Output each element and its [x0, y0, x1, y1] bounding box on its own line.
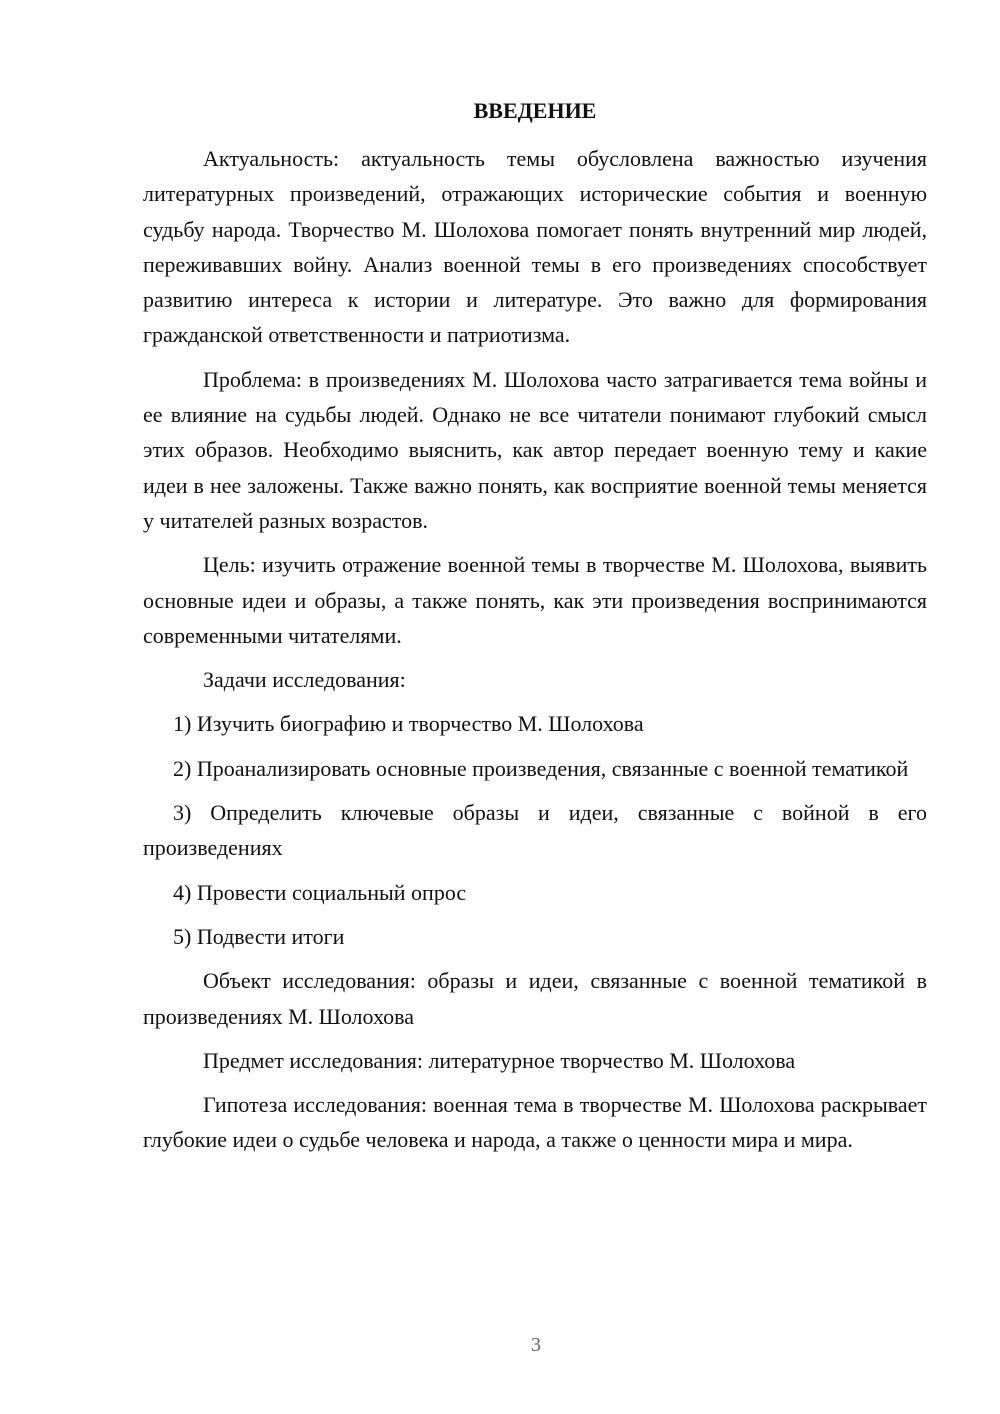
task-item-4: 4) Провести социальный опрос: [173, 879, 467, 905]
page-number: 3: [531, 1334, 541, 1356]
page-title: ВВЕДЕНИЕ: [473, 98, 597, 123]
paragraph-goal: Цель: изучить отражение военной темы в творчестве М. Шолохова, выявить основные идеи и образы, а также понять, как эти произведения воспринимаются современными читателями.: [143, 552, 927, 648]
task-item-1: 1) Изучить биографию и творчество М. Шолохова: [173, 711, 644, 737]
task-item-3: 3) Определить ключевые образы и идеи, связанные с войной в его произведениях: [143, 800, 927, 861]
tasks-heading: Задачи исследования:: [203, 667, 406, 693]
paragraph-object: Объект исследования: образы и идеи, связанные с военной тематикой в произведениях М. Шолохова: [143, 968, 927, 1029]
paragraph-subject: Предмет исследования: литературное творчество М. Шолохова: [203, 1047, 796, 1073]
task-item-5: 5) Подвести итоги: [173, 923, 345, 949]
task-item-2: 2) Проанализировать основные произведения, связанные с военной тематикой: [173, 755, 909, 781]
paragraph-relevance: Актуальность: актуальность темы обусловлена важностью изучения литературных произведений, отражающих исторические события и военную судьбу народа. Творчество М. Шолохова помогает понять внутренний мир людей, переживавших войну. Анализ военной темы в его произведениях способствует развитию интереса к истории и литературе. Это важно для формирования гражданской ответственности и патриотизма.: [143, 146, 927, 348]
paragraph-problem: Проблема: в произведениях М. Шолохова часто затрагивается тема войны и ее влияние на судьбы людей. Однако не все читатели понимают глубокий смысл этих образов. Необходимо выяснить, как автор передает военную тему и какие идеи в нее заложены. Также важно понять, как восприятие военной темы меняется у читателей разных возрастов.: [143, 366, 927, 533]
paragraph-hypothesis: Гипотеза исследования: военная тема в творчестве М. Шолохова раскрывает глубокие идеи о судьбе человека и народа, а также о ценности мира и мира.: [143, 1092, 927, 1153]
body-text: [143, 141, 927, 1167]
